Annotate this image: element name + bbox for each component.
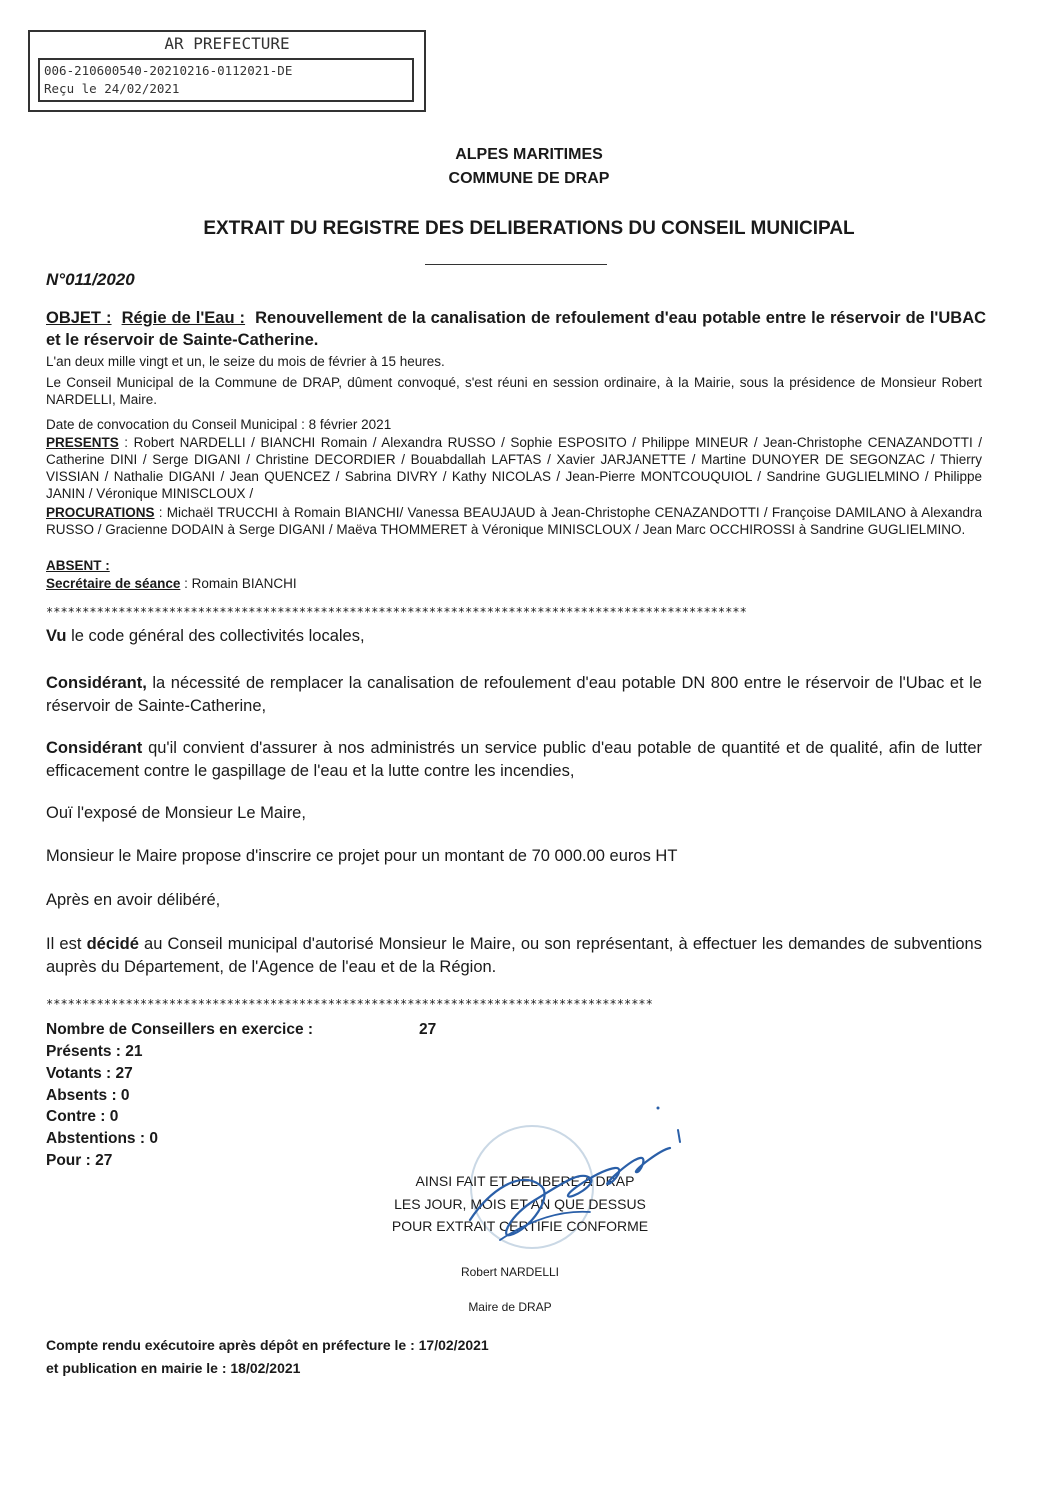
asterisk-separator-bottom: ************************************************************************************ [46,997,653,1011]
votants-count: Votants : 27 [46,1065,133,1082]
vu-bold: Vu [46,627,67,645]
secretaire-name: : Romain BIANCHI [180,576,297,591]
vu-paragraph [46,625,982,648]
decision-paragraph [46,933,982,979]
considerant-2-paragraph [46,737,982,783]
document-title: EXTRAIT DU REGISTRE DES DELIBERATIONS DU CONSEIL MUNICIPAL [203,218,855,239]
conseillers-value: 27 [419,1021,437,1038]
intro-session-line: Le Conseil Municipal de la Commune de DRAP, dûment convoqué, s'est réuni en session ordinaire, à la Mairie, sous la présidence de Monsieur Robert NARDELLI, Maire. [46,375,982,407]
absent-label: ABSENT : [46,558,110,573]
mayor-name: Robert NARDELLI [460,1265,560,1279]
proposal-paragraph: Monsieur le Maire propose d'inscrire ce projet pour un montant de 70 000.00 euros HT [46,847,678,865]
objet-paragraph [46,307,986,351]
signature-line-2: LES JOUR, MOIS ET AN QUE DESSUS [394,1196,646,1212]
stamp-reference: 006-210600540-20210216-0112021-DE [44,63,293,78]
decision-prefix: Il est [46,935,87,953]
contre-count: Contre : 0 [46,1108,119,1125]
considerant-1-bold: Considérant, [46,674,147,692]
considerant-2-bold: Considérant [46,739,143,757]
presents-count: Présents : 21 [46,1043,143,1060]
objet-text: Renouvellement de la canalisation de refoulement d'eau potable entre le réservoir de l'UBAC et le réservoir de Sainte-Catherine. [46,309,987,349]
considerant-1-text: la nécessité de remplacer la canalisation de refoulement d'eau potable DN 800 entre le réservoir de l'Ubac et le réservoir de Sainte-Catherine, [46,674,982,715]
objet-regie: Régie de l'Eau : [121,309,246,327]
decision-text: au Conseil municipal d'autorisé Monsieur le Maire, ou son représentant, à effectuer les demandes de subventions auprès du Département, de l'Agence de l'eau et de la Région. [46,935,982,976]
footer-publication: et publication en mairie le : 18/02/2021 [46,1360,301,1376]
asterisk-separator-top: ************************************************************************************************* [46,605,747,619]
footer-executoire: Compte rendu exécutoire après dépôt en préfecture le : 17/02/2021 [46,1337,489,1353]
secretaire-line [46,575,982,592]
oui-expose-paragraph: Ouï l'exposé de Monsieur Le Maire, [46,804,306,822]
absent-line [46,557,982,574]
deliberation-paragraph: Après en avoir délibéré, [46,891,221,909]
intro-date-line: L'an deux mille vingt et un, le seize du mois de février à 15 heures. [46,354,445,369]
pour-count: Pour : 27 [46,1152,113,1169]
title-divider [425,264,607,265]
stamp-title: AR PREFECTURE [164,34,290,53]
deliberation-number: N°011/2020 [46,270,135,289]
considerant-2-text: qu'il convient d'assurer à nos administrés un service public d'eau potable de quantité et de qualité, afin de lutter efficacement contre le gaspillage de l'eau et la lutte contre les incendies, [46,739,982,780]
presents-paragraph [46,434,982,502]
signature-line-1: AINSI FAIT ET DELIBERE A DRAP [415,1173,635,1189]
absents-count: Absents : 0 [46,1087,130,1104]
procurations-list: : Michaël TRUCCHI à Romain BIANCHI/ Vanessa BEAUJAUD à Jean-Christophe CENAZANDOTTI / Françoise DAMILANO à Alexandra RUSSO / Gracienne DODAIN à Serge DIGANI / Maëva THOMMERET à Véronique MINISCLOUX / Jean Marc OCCHIROSSI à Sandrine GUGLIELMINO. [46,505,982,537]
considerant-1-paragraph [46,672,982,718]
decision-bold: décidé [86,935,139,953]
procurations-label: PROCURATIONS [46,505,155,520]
stamp-reference-box [38,58,414,102]
objet-label: OBJET : [46,309,112,327]
presents-list: : Robert NARDELLI / BIANCHI Romain / Alexandra RUSSO / Sophie ESPOSITO / Philippe MINEUR / Jean-Christophe CENAZANDOTTI / Catherine DINI / Serge DIGANI / Christine DECORDIER / Bouabdallah LAFTAS / Xavier JARJANETTE / Martine DUNOYER DE SEGONZAC / Thierry VISSIAN / Nathalie DIGANI / Jean QUENCEZ / Sabrina DIVRY / Kathy NICOLAS / Jean-Pierre MONTCOUQUIOL / Sandrine GUGLIELMINO / Philippe JANIN / Véronique MINISCLOUX / [46,435,982,501]
abstentions-count: Abstentions : 0 [46,1130,158,1147]
conseillers-label: Nombre de Conseillers en exercice : [46,1021,314,1038]
ar-prefecture-stamp [28,30,426,112]
commune-heading: COMMUNE DE DRAP [448,170,610,187]
secretaire-label: Secrétaire de séance [46,576,181,591]
intro-convocation-line: Date de convocation du Conseil Municipal : 8 février 2021 [46,417,392,432]
presents-label: PRESENTS [46,435,119,450]
vu-text: le code général des collectivités locales, [66,627,365,645]
department-heading: ALPES MARITIMES [455,146,603,163]
conseillers-count [46,1021,437,1039]
mayor-role: Maire de DRAP [468,1300,552,1314]
procurations-paragraph [46,504,982,538]
signature-line-3: POUR EXTRAIT CERTIFIE CONFORME [391,1218,649,1234]
stamp-received-date: Reçu le 24/02/2021 [44,81,180,96]
mayor-signature [440,1100,700,1260]
